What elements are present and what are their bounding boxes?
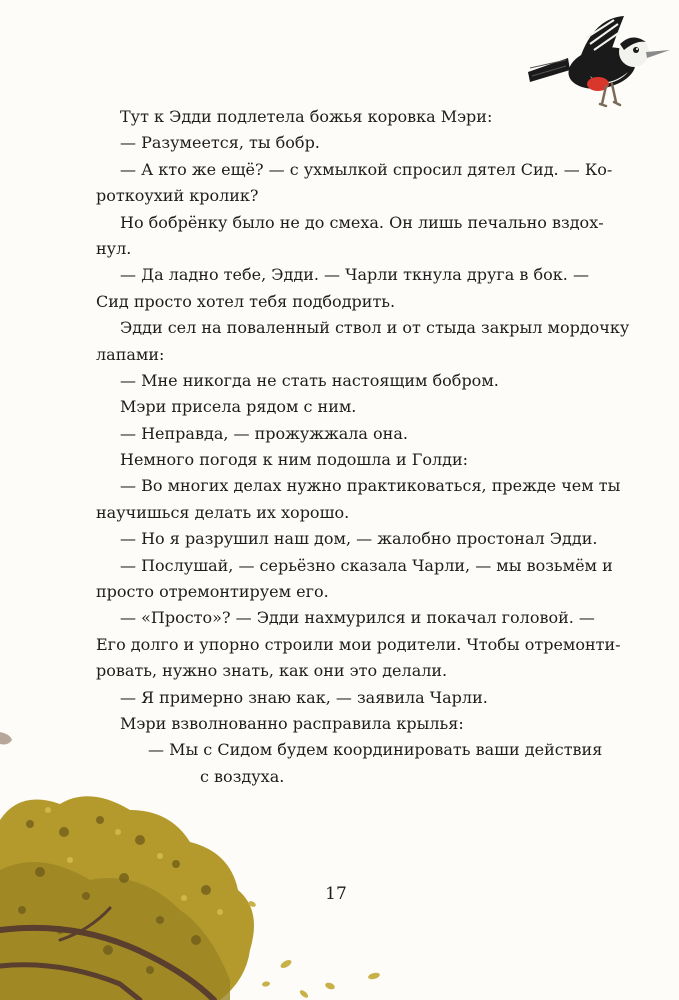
text-line: нул.	[96, 238, 132, 258]
text-line: Мэри взволнованно расправила крылья:	[120, 713, 464, 733]
text-line: роткоухий кролик?	[96, 186, 259, 206]
woodpecker-illustration	[520, 10, 672, 110]
text-line: — Да ладно тебе, Эдди. — Чарли ткнула друга в бок. —	[120, 265, 589, 285]
text-line: Тут к Эдди подлетела божья коровка Мэри:	[120, 107, 493, 126]
text-line: — Мне никогда не стать настоящим бобром.	[120, 370, 499, 390]
story-text	[96, 104, 630, 790]
text-line: — Мы с Сидом будем координировать ваши действия	[148, 740, 603, 760]
text-line: Немного погодя к ним подошла и Голди:	[120, 450, 469, 470]
page-number: 17	[325, 884, 347, 904]
text-line: — Я примерно знаю как, — заявила Чарли.	[120, 687, 488, 707]
text-line: — «Просто»? — Эдди нахмурился и покачал головой. —	[120, 608, 595, 628]
text-line: Но бобрёнку было не до смеха. Он лишь печально вздох-	[120, 212, 604, 232]
text-line: — А кто же ещё? — с ухмылкой спросил дятел Сид. — Ко-	[120, 159, 613, 179]
woodpecker-beak	[646, 50, 670, 58]
text-line: научишься делать их хорошо.	[96, 502, 350, 522]
text-line: — Во многих делах нужно практиковаться, прежде чем ты	[120, 476, 621, 496]
text-line: — Послушай, — серьёзно сказала Чарли, — мы возьмём и	[120, 555, 613, 575]
text-line: с воздуха.	[200, 766, 285, 786]
text-line: — Но я разрушил наш дом, — жалобно простонал Эдди.	[120, 529, 598, 549]
text-line: ровать, нужно знать, как они это делали.	[96, 661, 448, 681]
text-line: — Разумеется, ты бобр.	[120, 133, 320, 153]
text-line: Сид просто хотел тебя подбодрить.	[96, 291, 396, 311]
text-line: Эдди сел на поваленный ствол и от стыда закрыл мордочку	[120, 318, 630, 338]
text-line: лапами:	[96, 344, 165, 364]
text-line: — Неправда, — прожужжала она.	[120, 423, 408, 443]
text-line: просто отремонтируем его.	[96, 582, 329, 602]
text-line: Его долго и упорно строили мои родители. Чтобы отремонти-	[96, 634, 621, 654]
text-line: Мэри присела рядом с ним.	[120, 397, 357, 417]
edge-fragment-illustration	[0, 728, 14, 748]
woodpecker-tail	[528, 58, 570, 82]
